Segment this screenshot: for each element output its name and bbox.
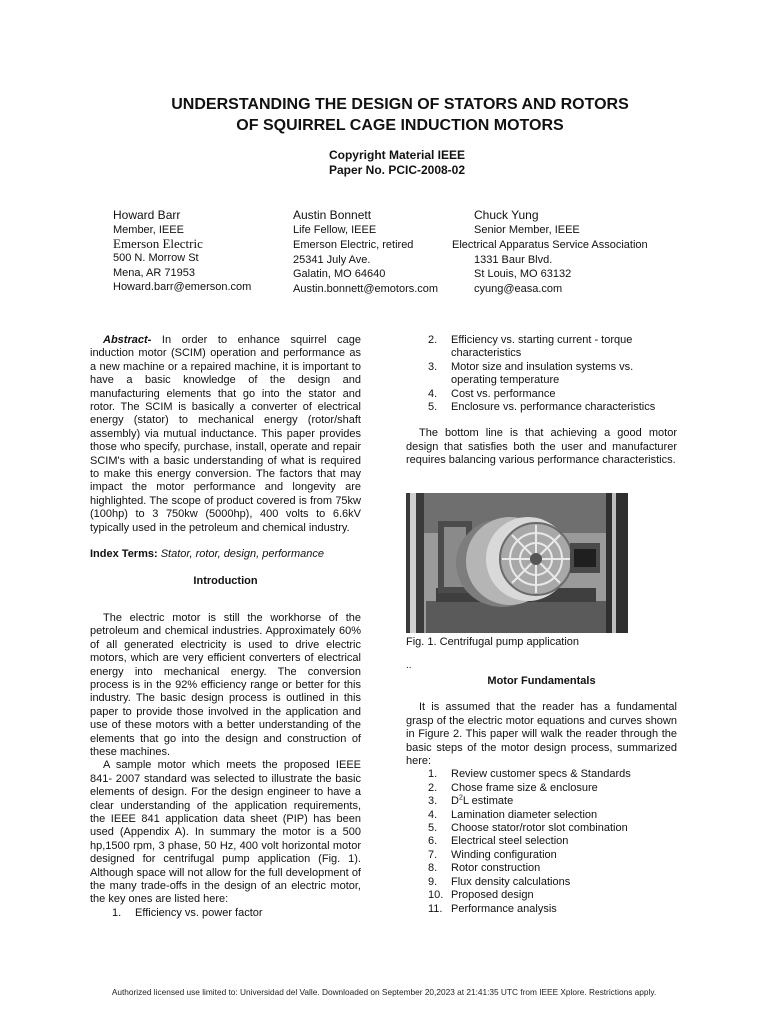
author-email: cyung@easa.com xyxy=(474,282,563,295)
list-item-text: Lamination diameter selection xyxy=(451,808,598,821)
list-item-text: Rotor construction xyxy=(451,862,541,875)
author-title: Senior Member, IEEE xyxy=(474,224,580,236)
list-item-number: 4. xyxy=(428,808,438,821)
list-item xyxy=(406,388,677,401)
list-item-number: 1. xyxy=(112,906,122,919)
list-item xyxy=(406,782,677,795)
author-org: Electrical Apparatus Service Association xyxy=(452,239,648,252)
list-item-text: Electrical steel selection xyxy=(451,835,569,848)
author-email: Austin.bonnett@emotors.com xyxy=(293,282,439,295)
introduction-paragraph-1: The electric motor is still the workhorse of the petroleum and chemical industries. Approximately 60% of all generated electricity is used to drive electric motors, which are very efficient converters of electrical energy into mechanical energy. The conversion process is in the 92% efficiency range or better for this industry. The basic design process is outlined in this paper to provide those involved in the application and use of these motors with a better understanding of the elements that go into the design and construction of these machines. xyxy=(90,611,361,758)
author-name: Austin Bonnett xyxy=(293,208,372,222)
list-item-text: Efficiency vs. starting current - torque characteristics xyxy=(451,334,633,360)
list-item-text: Proposed design xyxy=(451,889,534,902)
motor-fundamentals-heading: Motor Fundamentals xyxy=(487,675,596,687)
list-item xyxy=(406,822,677,835)
list-item-text-suffix: L estimate xyxy=(462,795,514,808)
figure-1-dots: .. xyxy=(406,660,412,671)
list-item-text: Flux density calculations xyxy=(451,875,571,888)
author-org: Emerson Electric, retired xyxy=(293,239,414,252)
list-item xyxy=(406,876,677,889)
list-item xyxy=(406,795,677,808)
introduction-paragraph-2: A sample motor which meets the proposed IEEE 841- 2007 standard was selected to illustrate the basic elements of design. For the design engineer to have a clear understanding of the application requirements, the IEEE 841 application data sheet (PIP) has been used (Appendix A). In summary the motor is a 500 hp,1500 rpm, 3 phase, 50 Hz, 400 volt horizontal motor designed for centrifugal pump application (Fig. 1). Although space will not allow for the full development of the many trade-offs in the design of an electric motor, the key ones are listed here: xyxy=(90,759,361,906)
list-item-number: 7. xyxy=(428,848,438,861)
list-item-text: Motor size and insulation systems vs. operating temperature xyxy=(451,360,634,387)
author-email: Howard.barr@emerson.com xyxy=(113,280,252,293)
list-item-text: Chose frame size & enclosure xyxy=(451,781,598,794)
tradeoff-list-left xyxy=(90,907,361,920)
list-item-number: 4. xyxy=(428,387,438,400)
list-item-number: 2. xyxy=(428,334,438,346)
list-item xyxy=(406,401,677,414)
list-item-number: 2. xyxy=(428,781,438,794)
motor-fundamentals-paragraph: It is assumed that the reader has a fundamental grasp of the electric motor equations and curves shown in Figure 2. This paper will walk the reader through the basic steps of the motor design process, summarized here: xyxy=(406,701,677,768)
index-terms-label: Index Terms: xyxy=(90,548,158,561)
list-item-number: 10. xyxy=(428,889,444,902)
list-item-number: 1. xyxy=(428,768,438,781)
author-address-line-2: Galatin, MO 64640 xyxy=(293,268,386,281)
author-title: Life Fellow, IEEE xyxy=(293,224,377,236)
license-footer: Authorized licensed use limited to: Universidad del Valle. Downloaded on September 20,2023 at 21:41:35 UTC from IEEE Xplore. Restrictions apply. xyxy=(111,987,657,997)
list-item xyxy=(406,768,677,781)
author-block-2 xyxy=(293,208,438,296)
paper-number: Paper No. PCIC-2008-02 xyxy=(328,163,466,177)
list-item xyxy=(406,903,677,916)
list-item xyxy=(406,835,677,848)
right-column xyxy=(406,334,677,468)
list-item-number: 9. xyxy=(428,875,438,888)
list-item-number: 11. xyxy=(428,902,443,915)
list-item-number: 3. xyxy=(428,795,438,808)
list-item xyxy=(406,849,677,862)
list-item xyxy=(406,889,677,902)
left-column xyxy=(90,334,361,920)
list-item-number: 5. xyxy=(428,822,438,835)
list-item xyxy=(406,361,677,388)
abstract-label: Abstract- xyxy=(103,334,152,346)
motor-fundamentals-section xyxy=(406,675,677,916)
list-item-text: Enclosure vs. performance characteristics xyxy=(451,401,656,414)
introduction-heading: Introduction xyxy=(193,574,258,587)
author-block-1 xyxy=(113,208,251,294)
list-item-number: 8. xyxy=(428,862,438,875)
list-item-number: 3. xyxy=(428,360,438,373)
author-address-line-2: Mena, AR 71953 xyxy=(113,266,195,279)
author-address-line-1: 25341 July Ave. xyxy=(293,254,371,267)
list-item-text: Cost vs. performance xyxy=(451,387,556,400)
author-address-line-1: 500 N. Morrow St xyxy=(113,252,199,265)
centrifugal-pump-photo xyxy=(406,493,628,633)
author-address-line-2: St Louis, MO 63132 xyxy=(474,268,572,281)
tradeoff-list-right xyxy=(406,334,677,414)
list-item xyxy=(406,334,677,361)
list-item-number: 6. xyxy=(428,835,438,848)
list-item-text: Review customer specs & Standards xyxy=(451,768,631,781)
abstract-paragraph xyxy=(90,334,361,535)
list-item-text: Choose stator/rotor slot combination xyxy=(451,822,628,835)
author-name: Chuck Yung xyxy=(474,208,539,222)
index-terms xyxy=(90,548,361,561)
list-item-text: Performance analysis xyxy=(451,902,557,915)
list-item xyxy=(90,907,361,920)
list-item-text: D xyxy=(451,795,459,808)
author-address-line-1: 1331 Baur Blvd. xyxy=(474,254,553,267)
author-org: Emerson Electric xyxy=(113,236,203,252)
list-item-text: Winding configuration xyxy=(451,848,557,861)
list-item xyxy=(406,809,677,822)
figure-1-caption: Fig. 1. Centrifugal pump application xyxy=(406,636,580,648)
list-item-text: Efficiency vs. power factor xyxy=(135,906,263,919)
author-title: Member, IEEE xyxy=(113,224,184,236)
paper-title-line-2: OF SQUIRREL CAGE INDUCTION MOTORS xyxy=(236,117,564,134)
abstract-text: In order to enhance squirrel cage induction motor (SCIM) operation and performance as a new machine or a repaired machine, it is important to have a basic knowledge of the design and manufacturing elements that go into the stator and rotor. The SCIM is basically a converter of electrical energy (stator) to mechanical energy (rotor/shaft assembly) via mutual inductance. This paper provides those who specify, purchase, install, operate and repair SCIM's with a basic understanding of what is required to make this energy conversion. The factors that may impact the motor performance and longevity are highlighted. The scope of product covered is from 75kw (100hp) to 3 750kw (5000hp), 400 volts to 6.6kV typically used in the petroleum and chemical industry. xyxy=(90,334,361,534)
list-item xyxy=(406,862,677,875)
bottom-line-paragraph: The bottom line is that achieving a good motor design that satisfies both the user and manufacturer requires balancing various performance characteristics. xyxy=(406,427,677,467)
author-block-3 xyxy=(452,208,648,296)
author-name: Howard Barr xyxy=(113,208,181,222)
index-terms-text: Stator, rotor, design, performance xyxy=(157,548,324,561)
design-steps-list xyxy=(406,768,677,915)
copyright-notice: Copyright Material IEEE xyxy=(328,148,466,162)
list-item-superscript: 2 xyxy=(458,794,463,802)
paper-title-line-1: UNDERSTANDING THE DESIGN OF STATORS AND ROTORS xyxy=(171,96,629,113)
list-item-number: 5. xyxy=(428,401,438,414)
